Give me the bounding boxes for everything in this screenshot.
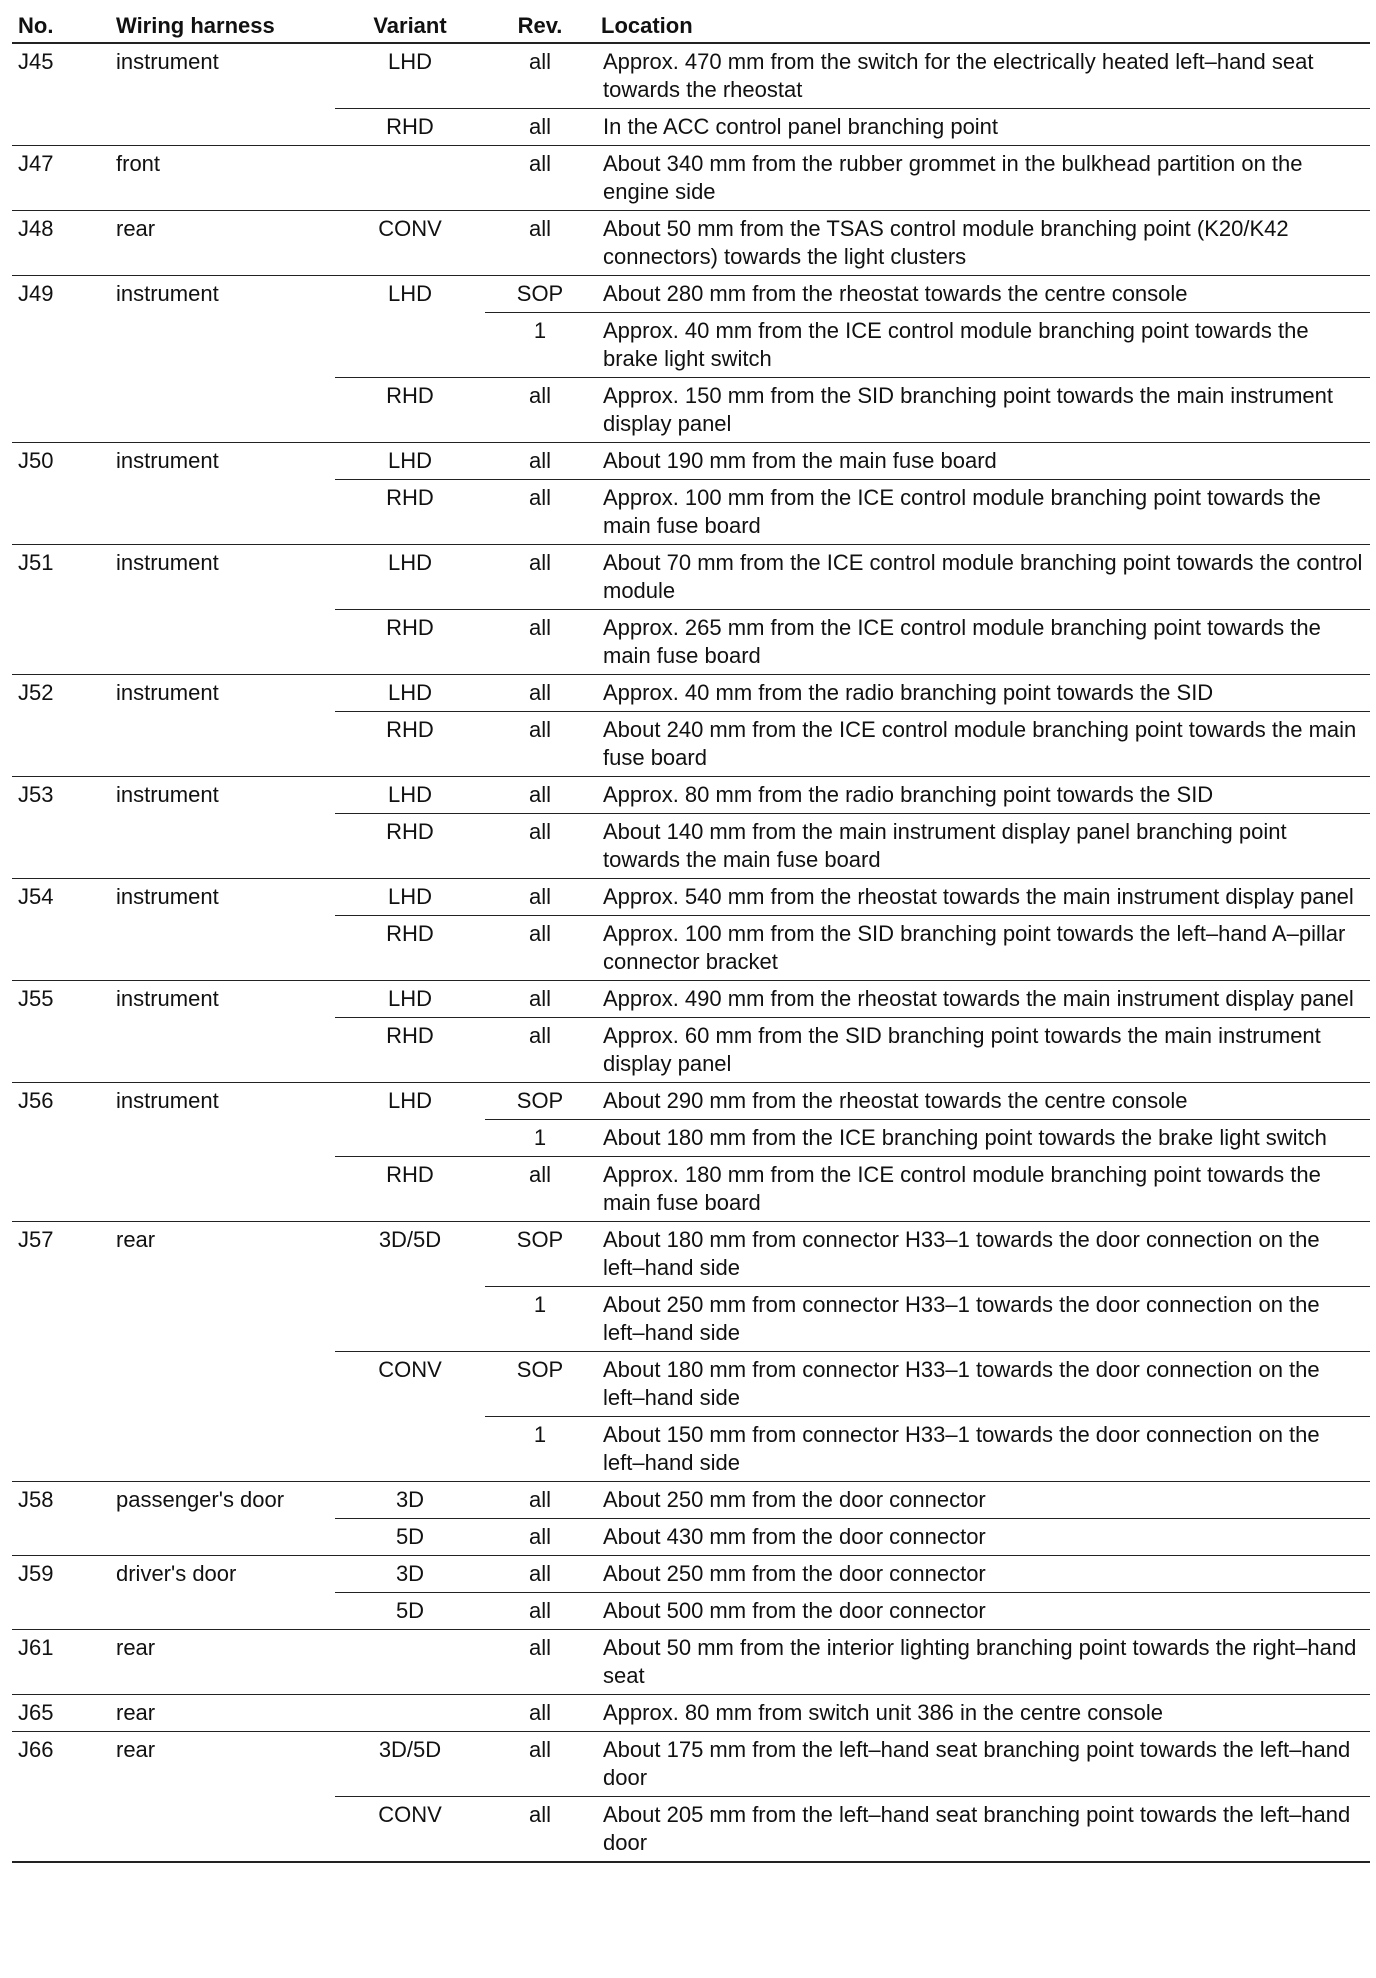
cell-location: About 240 mm from the ICE control module branching point towards the main fuse board (595, 712, 1370, 777)
cell-harness (110, 1352, 335, 1417)
cell-no: J61 (12, 1630, 110, 1695)
cell-no (12, 1287, 110, 1352)
cell-variant: LHD (335, 675, 485, 712)
table-row (12, 1352, 1370, 1417)
cell-location: About 250 mm from the door connector (595, 1556, 1370, 1593)
cell-rev: 1 (485, 1287, 595, 1352)
cell-no (12, 480, 110, 545)
cell-variant: RHD (335, 1018, 485, 1083)
cell-rev: all (485, 712, 595, 777)
table-row (12, 1222, 1370, 1287)
cell-no (12, 712, 110, 777)
cell-harness (110, 313, 335, 378)
cell-rev: all (485, 146, 595, 211)
cell-variant: CONV (335, 211, 485, 276)
cell-rev: all (485, 1482, 595, 1519)
cell-harness: passenger's door (110, 1482, 335, 1556)
cell-variant: RHD (335, 814, 485, 879)
cell-variant (335, 146, 485, 211)
cell-location: About 500 mm from the door connector (595, 1593, 1370, 1630)
cell-location: Approx. 470 mm from the switch for the electrically heated left–hand seat towards the rheostat (595, 43, 1370, 109)
cell-variant (335, 1417, 485, 1482)
cell-variant: RHD (335, 1157, 485, 1222)
cell-variant: 3D/5D (335, 1222, 485, 1287)
cell-no: J58 (12, 1482, 110, 1519)
cell-no: J48 (12, 211, 110, 276)
cell-location: Approx. 80 mm from the radio branching point towards the SID (595, 777, 1370, 814)
cell-harness (110, 1287, 335, 1352)
cell-rev: 1 (485, 1120, 595, 1157)
cell-variant (335, 1630, 485, 1695)
cell-rev: 1 (485, 313, 595, 378)
cell-harness: front (110, 146, 335, 211)
cell-harness (110, 1120, 335, 1157)
cell-no (12, 1157, 110, 1222)
header-variant: Variant (335, 10, 485, 43)
cell-variant (335, 313, 485, 378)
cell-variant: LHD (335, 777, 485, 814)
cell-no: J66 (12, 1732, 110, 1797)
cell-rev: SOP (485, 1352, 595, 1417)
cell-harness (110, 712, 335, 777)
cell-rev: all (485, 1593, 595, 1630)
cell-harness (110, 814, 335, 879)
cell-variant: CONV (335, 1797, 485, 1863)
cell-variant: LHD (335, 276, 485, 313)
cell-harness: rear (110, 1695, 335, 1732)
cell-harness (110, 480, 335, 545)
cell-rev: all (485, 981, 595, 1018)
cell-no (12, 109, 110, 146)
cell-harness (110, 916, 335, 981)
table-row (12, 1018, 1370, 1083)
cell-rev: all (485, 1630, 595, 1695)
cell-variant: LHD (335, 545, 485, 610)
table-row (12, 610, 1370, 675)
cell-harness: rear (110, 1732, 335, 1797)
cell-no: J47 (12, 146, 110, 211)
cell-harness: instrument (110, 443, 335, 480)
cell-rev: all (485, 610, 595, 675)
table-row (12, 443, 1370, 480)
cell-no (12, 916, 110, 981)
cell-harness: instrument (110, 981, 335, 1018)
header-no: No. (12, 10, 110, 43)
cell-no: J45 (12, 43, 110, 109)
table-row (12, 981, 1370, 1018)
cell-rev: all (485, 1157, 595, 1222)
cell-harness (110, 610, 335, 675)
cell-variant: CONV (335, 1352, 485, 1417)
cell-location: About 140 mm from the main instrument display panel branching point towards the main fuse board (595, 814, 1370, 879)
cell-location: About 50 mm from the interior lighting branching point towards the right–hand seat (595, 1630, 1370, 1695)
cell-no (12, 1018, 110, 1083)
table-row (12, 545, 1370, 610)
cell-location: Approx. 150 mm from the SID branching point towards the main instrument display panel (595, 378, 1370, 443)
cell-no (12, 1593, 110, 1630)
cell-no (12, 610, 110, 675)
cell-location: Approx. 180 mm from the ICE control module branching point towards the main fuse board (595, 1157, 1370, 1222)
cell-no: J57 (12, 1222, 110, 1287)
cell-no: J59 (12, 1556, 110, 1593)
table-row (12, 1732, 1370, 1797)
cell-harness: rear (110, 1630, 335, 1695)
cell-harness: driver's door (110, 1556, 335, 1593)
table-row (12, 1157, 1370, 1222)
cell-variant: RHD (335, 378, 485, 443)
cell-harness (110, 1417, 335, 1482)
cell-harness (110, 1593, 335, 1630)
cell-no: J54 (12, 879, 110, 916)
cell-variant (335, 1120, 485, 1157)
cell-variant (335, 1287, 485, 1352)
cell-no: J53 (12, 777, 110, 814)
cell-variant: LHD (335, 43, 485, 109)
cell-location: About 190 mm from the main fuse board (595, 443, 1370, 480)
cell-rev: SOP (485, 1083, 595, 1120)
cell-location: About 70 mm from the ICE control module branching point towards the control module (595, 545, 1370, 610)
cell-variant: 3D (335, 1482, 485, 1519)
cell-harness: instrument (110, 879, 335, 916)
table-row (12, 777, 1370, 814)
cell-rev: all (485, 1797, 595, 1863)
cell-no (12, 1519, 110, 1556)
cell-location: About 430 mm from the door connector (595, 1519, 1370, 1556)
cell-location: About 180 mm from connector H33–1 towards the door connection on the left–hand side (595, 1352, 1370, 1417)
cell-no: J52 (12, 675, 110, 712)
cell-rev: SOP (485, 276, 595, 313)
cell-variant: RHD (335, 480, 485, 545)
cell-location: About 290 mm from the rheostat towards the centre console (595, 1083, 1370, 1120)
table-row (12, 43, 1370, 109)
cell-location: Approx. 540 mm from the rheostat towards the main instrument display panel (595, 879, 1370, 916)
cell-variant: LHD (335, 1083, 485, 1120)
table-row (12, 1556, 1370, 1593)
cell-no: J65 (12, 1695, 110, 1732)
table-row (12, 1695, 1370, 1732)
cell-rev: all (485, 916, 595, 981)
cell-variant: RHD (335, 109, 485, 146)
cell-harness: rear (110, 1222, 335, 1287)
cell-rev: all (485, 1018, 595, 1083)
cell-rev: all (485, 443, 595, 480)
cell-rev: all (485, 109, 595, 146)
table-row (12, 879, 1370, 916)
table-row (12, 211, 1370, 276)
cell-rev: all (485, 43, 595, 109)
table-header-row (12, 10, 1370, 43)
cell-location: About 175 mm from the left–hand seat branching point towards the left–hand door (595, 1732, 1370, 1797)
cell-variant (335, 1695, 485, 1732)
cell-rev: all (485, 1732, 595, 1797)
cell-location: About 180 mm from connector H33–1 towards the door connection on the left–hand side (595, 1222, 1370, 1287)
cell-rev: all (485, 1695, 595, 1732)
cell-location: Approx. 40 mm from the radio branching point towards the SID (595, 675, 1370, 712)
cell-location: Approx. 40 mm from the ICE control module branching point towards the brake light switch (595, 313, 1370, 378)
cell-harness: instrument (110, 276, 335, 313)
header-wiring-harness: Wiring harness (110, 10, 335, 43)
cell-location: Approx. 80 mm from switch unit 386 in the centre console (595, 1695, 1370, 1732)
table-row (12, 1593, 1370, 1630)
cell-no: J50 (12, 443, 110, 480)
cell-location: Approx. 265 mm from the ICE control module branching point towards the main fuse board (595, 610, 1370, 675)
cell-rev: all (485, 211, 595, 276)
cell-location: About 150 mm from connector H33–1 towards the door connection on the left–hand side (595, 1417, 1370, 1482)
cell-no: J49 (12, 276, 110, 313)
cell-location: Approx. 490 mm from the rheostat towards the main instrument display panel (595, 981, 1370, 1018)
cell-no (12, 313, 110, 378)
table-row (12, 916, 1370, 981)
cell-location: About 340 mm from the rubber grommet in the bulkhead partition on the engine side (595, 146, 1370, 211)
cell-harness: instrument (110, 777, 335, 814)
cell-no (12, 1417, 110, 1482)
cell-variant: 3D/5D (335, 1732, 485, 1797)
cell-harness (110, 378, 335, 443)
table-row (12, 480, 1370, 545)
cell-location: Approx. 60 mm from the SID branching point towards the main instrument display panel (595, 1018, 1370, 1083)
cell-rev: all (485, 814, 595, 879)
cell-variant: RHD (335, 712, 485, 777)
cell-rev: all (485, 1519, 595, 1556)
cell-location: In the ACC control panel branching point (595, 109, 1370, 146)
cell-location: About 250 mm from connector H33–1 towards the door connection on the left–hand side (595, 1287, 1370, 1352)
cell-harness (110, 1018, 335, 1083)
table-row (12, 675, 1370, 712)
cell-no: J55 (12, 981, 110, 1018)
cell-variant: LHD (335, 981, 485, 1018)
cell-variant: LHD (335, 443, 485, 480)
header-rev: Rev. (485, 10, 595, 43)
cell-rev: all (485, 545, 595, 610)
cell-variant: RHD (335, 610, 485, 675)
table-row (12, 109, 1370, 146)
cell-harness: instrument (110, 545, 335, 610)
cell-rev: all (485, 777, 595, 814)
cell-location: About 280 mm from the rheostat towards the centre console (595, 276, 1370, 313)
cell-rev: all (485, 480, 595, 545)
table-row (12, 276, 1370, 313)
junction-location-table (12, 10, 1370, 1863)
cell-rev: all (485, 675, 595, 712)
cell-location: About 180 mm from the ICE branching point towards the brake light switch (595, 1120, 1370, 1157)
table-row (12, 313, 1370, 378)
cell-variant: 5D (335, 1519, 485, 1556)
cell-rev: all (485, 378, 595, 443)
table-row (12, 1417, 1370, 1482)
cell-location: About 50 mm from the TSAS control module branching point (K20/K42 connectors) towards the light clusters (595, 211, 1370, 276)
cell-no (12, 378, 110, 443)
cell-rev: 1 (485, 1417, 595, 1482)
cell-harness (110, 109, 335, 146)
table-row (12, 1287, 1370, 1352)
cell-no (12, 814, 110, 879)
table-row (12, 146, 1370, 211)
cell-no: J51 (12, 545, 110, 610)
cell-harness (110, 1157, 335, 1222)
header-location: Location (595, 10, 1370, 43)
cell-no (12, 1797, 110, 1863)
cell-variant: 3D (335, 1556, 485, 1593)
cell-variant: LHD (335, 879, 485, 916)
cell-location: Approx. 100 mm from the ICE control module branching point towards the main fuse board (595, 480, 1370, 545)
cell-location: About 250 mm from the door connector (595, 1482, 1370, 1519)
cell-rev: all (485, 879, 595, 916)
table-row (12, 712, 1370, 777)
table-row (12, 1630, 1370, 1695)
table-row (12, 1083, 1370, 1120)
cell-harness (110, 1797, 335, 1863)
cell-no (12, 1352, 110, 1417)
cell-no: J56 (12, 1083, 110, 1120)
cell-rev: all (485, 1556, 595, 1593)
cell-location: Approx. 100 mm from the SID branching point towards the left–hand A–pillar connector bracket (595, 916, 1370, 981)
cell-location: About 205 mm from the left–hand seat branching point towards the left–hand door (595, 1797, 1370, 1863)
cell-harness: instrument (110, 43, 335, 109)
cell-variant: RHD (335, 916, 485, 981)
cell-harness: instrument (110, 675, 335, 712)
cell-variant: 5D (335, 1593, 485, 1630)
table-row (12, 814, 1370, 879)
table-row (12, 1482, 1370, 1519)
cell-harness: instrument (110, 1083, 335, 1120)
cell-harness: rear (110, 211, 335, 276)
cell-rev: SOP (485, 1222, 595, 1287)
table-row (12, 1120, 1370, 1157)
table-row (12, 1797, 1370, 1863)
cell-no (12, 1120, 110, 1157)
table-row (12, 378, 1370, 443)
